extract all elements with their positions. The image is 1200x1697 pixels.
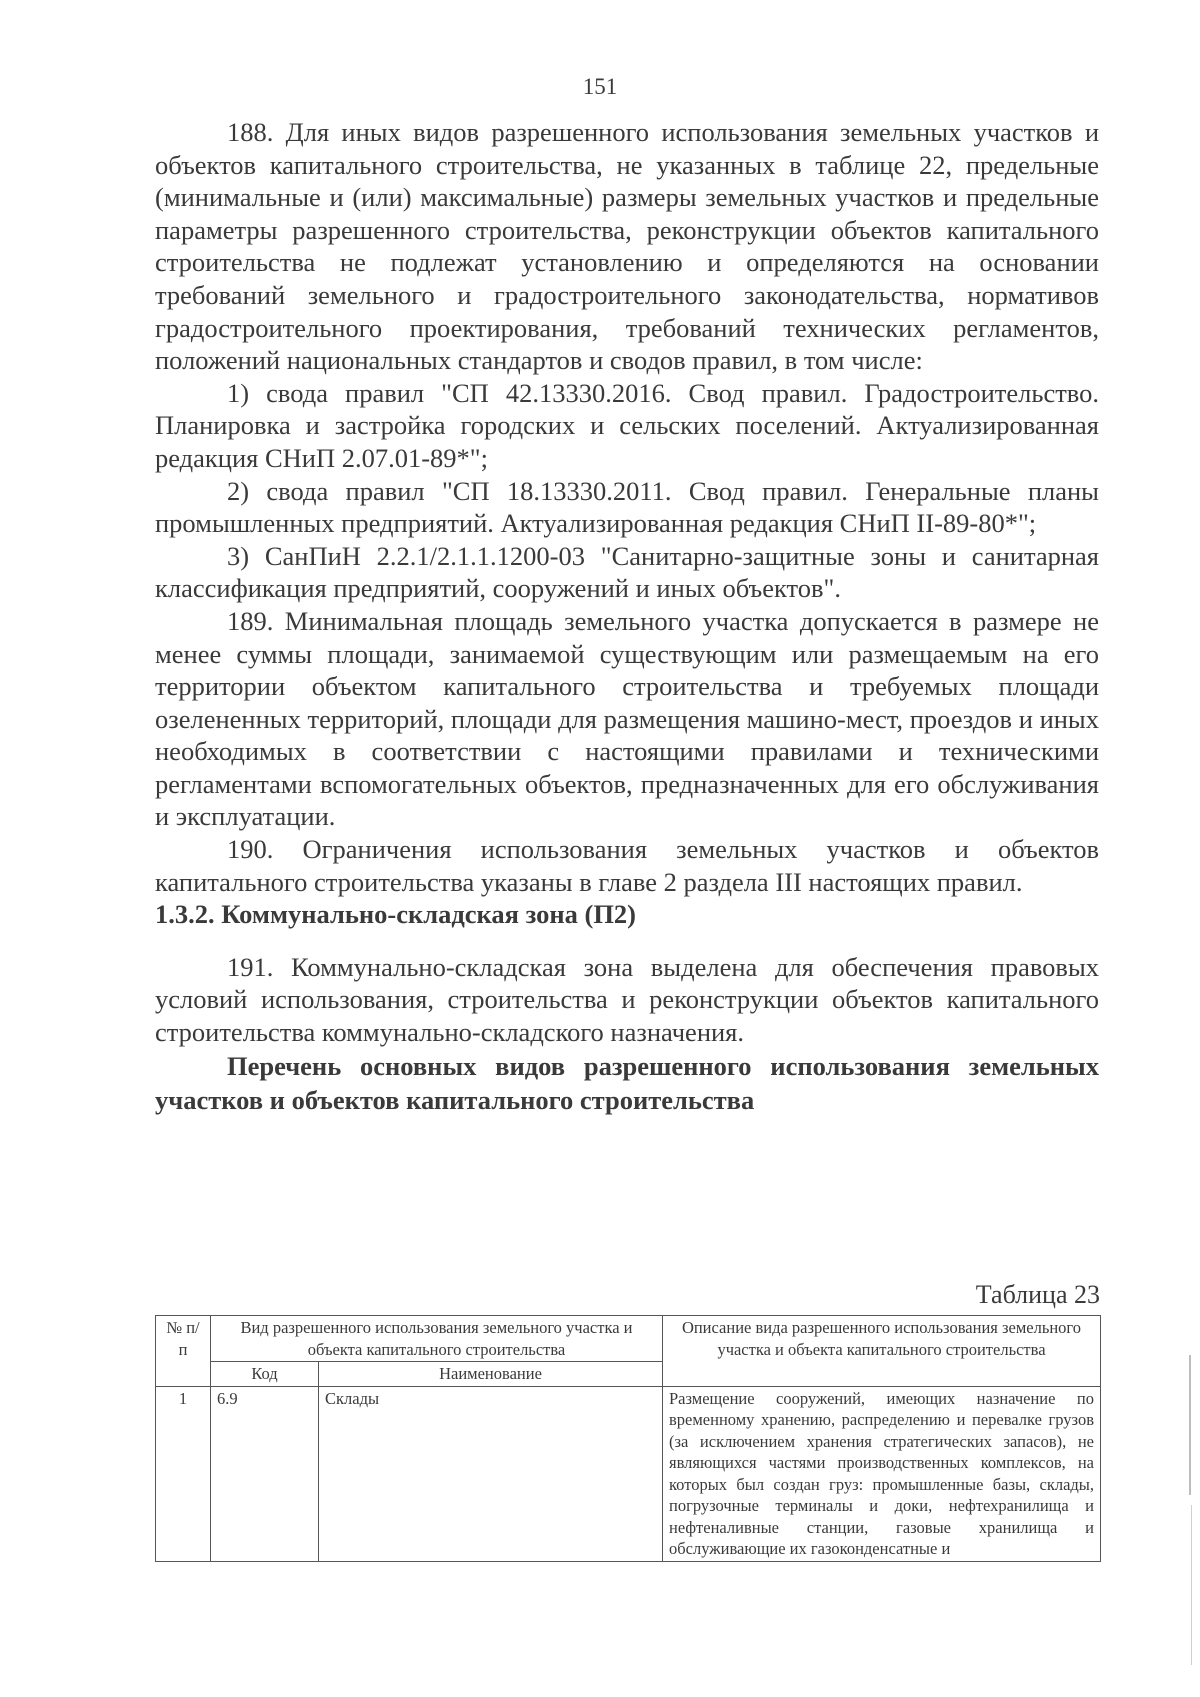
permitted-use-table <box>155 1315 1101 1562</box>
section-heading: 1.3.2. Коммунально-складская зона (П2) <box>155 899 637 930</box>
list-item-3: 3) СанПиН 2.2.1/2.1.1.1200-03 "Санитарно-защитные зоны и санитарная классификация предприятий, сооружений и иных объектов". <box>155 540 1099 604</box>
cell-num: 1 <box>156 1386 211 1561</box>
document-body <box>155 116 1099 1117</box>
paragraph-191: 191. Коммунально-складская зона выделена для обеспечения правовых условий использования, строительства и реконструкции объектов капитального строительства коммунально-складского назначения. <box>155 951 1099 1048</box>
table-label: Таблица 23 <box>975 1280 1100 1309</box>
paragraph-190: 190. Ограничения использования земельных участков и объектов капитального строительства указаны в главе 2 раздела III настоящих правил. <box>155 834 1099 897</box>
table-row <box>156 1386 1101 1561</box>
header-code: Код <box>211 1362 319 1387</box>
header-description: Описание вида разрешенного использования земельного участка и объекта капитального строительства <box>663 1316 1101 1387</box>
scan-edge-line <box>1189 1355 1191 1495</box>
cell-description: Размещение сооружений, имеющих назначение по временному хранению, распределению и перевалке грузов (за исключением хранения стратегических запасов), не являющихся частями производственных комплексов, на которых был создан груз: промышленные базы, склады, погрузочные терминалы и доки, нефтехранилища и нефтеналивные станции, газовые хранилища и обслуживающие их газоконденсатные и <box>663 1386 1101 1561</box>
cell-code: 6.9 <box>211 1386 319 1561</box>
table-header-row <box>156 1316 1101 1362</box>
scan-edge-line-lower <box>1191 1505 1192 1665</box>
paragraph-189: 189. Минимальная площадь земельного участка допускается в размере не менее суммы площади, занимаемой существующим или размещаемым на его территории объектом капитального строительства и требуемых площади озелененных территорий, площади для размещения машино-мест, проездов и иных необходимых в соответствии с настоящими правилами и техническими регламентами вспомогательных объектов, предназначенных для его обслуживания и эксплуатации. <box>155 605 1099 832</box>
header-group: Вид разрешенного использования земельного участка и объекта капитального строительства <box>211 1316 663 1362</box>
list-title: Перечень основных видов разрешенного использования земельных участков и объектов капитального строительства <box>155 1050 1099 1115</box>
list-item-2: 2) свода правил "СП 18.13330.2011. Свод правил. Генеральные планы промышленных предприятий. Актуализированная редакция СНиП II-89-80*"; <box>155 475 1099 539</box>
cell-name: Склады <box>319 1386 663 1561</box>
page-number: 151 <box>582 74 618 99</box>
header-name: Наименование <box>319 1362 663 1387</box>
list-item-1: 1) свода правил "СП 42.13330.2016. Свод правил. Градостроительство. Планировка и застройка городских и сельских поселений. Актуализированная редакция СНиП 2.07.01-89*"; <box>155 377 1099 473</box>
paragraph-188: 188. Для иных видов разрешенного использования земельных участков и объектов капитального строительства, не указанных в таблице 22, предельные (минимальные и (или) максимальные) размеры земельных участков и предельные параметры разрешенного строительства, реконструкции объектов капитального строительства не подлежат установлению и определяются на основании требований земельного и градостроительного законодательства, нормативов градостроительного проектирования, требований технических регламентов, положений национальных стандартов и сводов правил, в том числе: <box>155 117 1099 376</box>
header-num: № п/п <box>156 1316 211 1387</box>
